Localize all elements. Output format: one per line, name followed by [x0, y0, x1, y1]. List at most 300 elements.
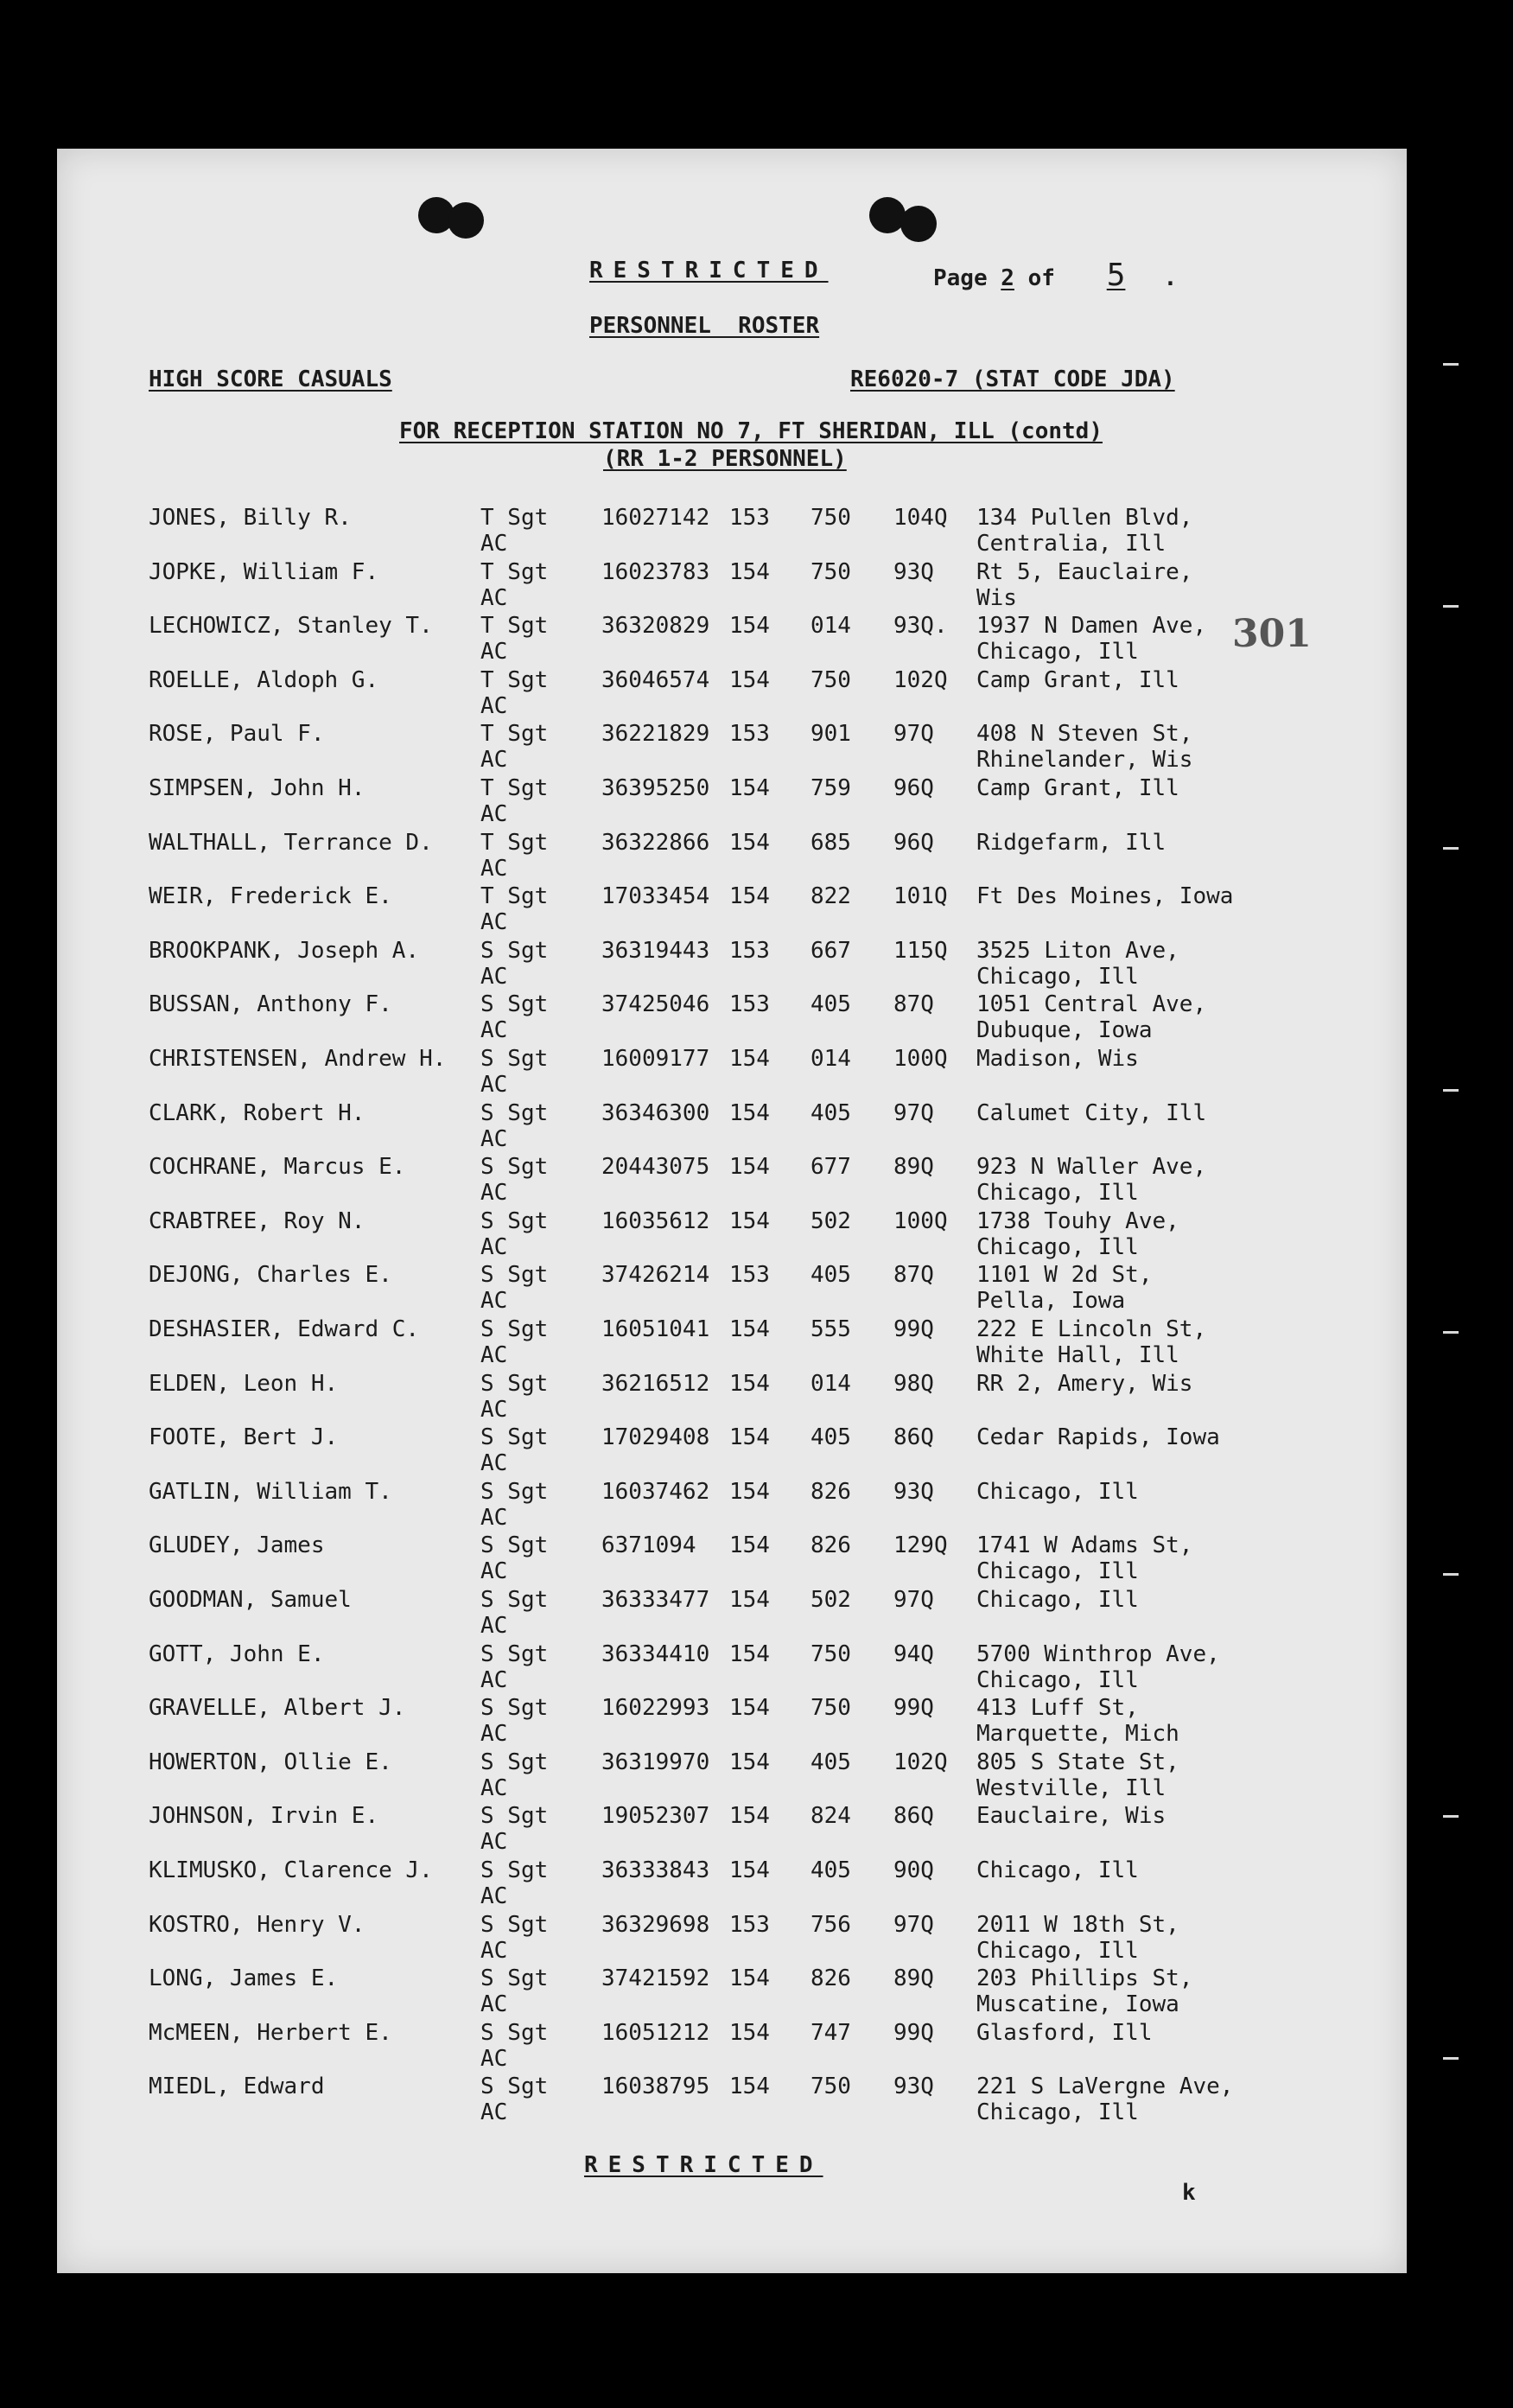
member-name: LONG, James E.: [149, 1965, 339, 1991]
rank: S Sgt: [480, 1046, 549, 1072]
code-2: 014: [811, 613, 851, 639]
address-line-1: 923 N Waller Ave,: [976, 1154, 1207, 1180]
restricted-header: RESTRICTED: [589, 258, 829, 283]
score: 104Q: [893, 505, 948, 531]
address-line-1: 1741 W Adams St,: [976, 1532, 1193, 1558]
rank: S Sgt: [480, 1641, 549, 1667]
rank: S Sgt: [480, 1965, 549, 1991]
film-edge-mark: [1443, 847, 1459, 850]
rank: T Sgt: [480, 559, 549, 585]
address-line-1: 805 S State St,: [976, 1749, 1179, 1775]
rank: S Sgt: [480, 1912, 549, 1938]
arm-of-service: AC: [480, 1505, 508, 1531]
address-line-1: 1738 Touhy Ave,: [976, 1208, 1179, 1234]
address-line-1: Camp Grant, Ill: [976, 775, 1179, 801]
address-line-1: 2011 W 18th St,: [976, 1912, 1179, 1938]
code-2: 405: [811, 1857, 851, 1883]
table-row: [57, 991, 1407, 1045]
rank: S Sgt: [480, 1100, 549, 1126]
address-line-2: Chicago, Ill: [976, 964, 1139, 990]
punch-hole: [448, 202, 484, 239]
table-row: [57, 1912, 1407, 1965]
code-1: 154: [729, 1154, 770, 1180]
rank: S Sgt: [480, 1208, 549, 1234]
code-1: 154: [729, 1532, 770, 1558]
member-name: FOOTE, Bert J.: [149, 1424, 339, 1450]
address-line-2: Dubuque, Iowa: [976, 1017, 1153, 1043]
serial-number: 36221829: [601, 721, 710, 747]
rank: S Sgt: [480, 938, 549, 964]
score: 90Q: [893, 1857, 934, 1883]
stat-code: RE6020-7 (STAT CODE JDA): [850, 366, 1175, 392]
serial-number: 36319443: [601, 938, 710, 964]
member-name: LECHOWICZ, Stanley T.: [149, 613, 433, 639]
address-line-1: Eauclaire, Wis: [976, 1803, 1167, 1829]
member-name: GATLIN, William T.: [149, 1479, 392, 1505]
serial-number: 36346300: [601, 1100, 710, 1126]
code-2: 667: [811, 938, 851, 964]
address-line-1: 5700 Winthrop Ave,: [976, 1641, 1220, 1667]
arm-of-service: AC: [480, 1072, 508, 1098]
address-line-1: 203 Phillips St,: [976, 1965, 1193, 1991]
page-indicator: Page 2 of 5 .: [933, 258, 1178, 293]
rank: S Sgt: [480, 1479, 549, 1505]
arm-of-service: AC: [480, 747, 508, 773]
rank: T Sgt: [480, 721, 549, 747]
member-name: ROSE, Paul F.: [149, 721, 325, 747]
code-1: 154: [729, 613, 770, 639]
score: 98Q: [893, 1371, 934, 1397]
address-line-2: Chicago, Ill: [976, 1234, 1139, 1260]
serial-number: 20443075: [601, 1154, 710, 1180]
serial-number: 16035612: [601, 1208, 710, 1234]
arm-of-service: AC: [480, 1450, 508, 1476]
arm-of-service: AC: [480, 1883, 508, 1909]
score: 100Q: [893, 1046, 948, 1072]
address-line-1: Chicago, Ill: [976, 1479, 1139, 1505]
score: 93Q: [893, 1479, 934, 1505]
score: 93Q: [893, 559, 934, 585]
rank: S Sgt: [480, 1371, 549, 1397]
member-name: GLUDEY, James: [149, 1532, 325, 1558]
address-line-2: Chicago, Ill: [976, 1180, 1139, 1206]
table-row: [57, 667, 1407, 721]
arm-of-service: AC: [480, 1180, 508, 1206]
serial-number: 36046574: [601, 667, 710, 693]
rank: S Sgt: [480, 2020, 549, 2046]
member-name: MIEDL, Edward: [149, 2074, 325, 2099]
score: 99Q: [893, 1316, 934, 1342]
code-1: 154: [729, 1587, 770, 1613]
rank: S Sgt: [480, 991, 549, 1017]
table-row: [57, 1479, 1407, 1532]
code-1: 154: [729, 883, 770, 909]
code-2: 759: [811, 775, 851, 801]
serial-number: 16009177: [601, 1046, 710, 1072]
address-line-2: Chicago, Ill: [976, 1667, 1139, 1693]
member-name: McMEEN, Herbert E.: [149, 2020, 392, 2046]
table-row: [57, 1424, 1407, 1478]
arm-of-service: AC: [480, 964, 508, 990]
serial-number: 36334410: [601, 1641, 710, 1667]
page-of-label: of: [1027, 265, 1055, 291]
score: 97Q: [893, 1587, 934, 1613]
score: 129Q: [893, 1532, 948, 1558]
rank: S Sgt: [480, 1857, 549, 1883]
address-line-2: Marquette, Mich: [976, 1721, 1179, 1747]
serial-number: 36319970: [601, 1749, 710, 1775]
score: 97Q: [893, 1100, 934, 1126]
address-line-1: Ridgefarm, Ill: [976, 830, 1167, 856]
arm-of-service: AC: [480, 1667, 508, 1693]
member-name: BUSSAN, Anthony F.: [149, 991, 392, 1017]
serial-number: 6371094: [601, 1532, 696, 1558]
arm-of-service: AC: [480, 856, 508, 882]
member-name: GOTT, John E.: [149, 1641, 325, 1667]
code-1: 154: [729, 1208, 770, 1234]
member-name: COCHRANE, Marcus E.: [149, 1154, 406, 1180]
address-line-1: Camp Grant, Ill: [976, 667, 1179, 693]
table-row: [57, 1532, 1407, 1586]
table-row: [57, 1371, 1407, 1424]
code-1: 154: [729, 1857, 770, 1883]
code-1: 154: [729, 559, 770, 585]
rank: S Sgt: [480, 1532, 549, 1558]
address-line-2: Muscatine, Iowa: [976, 1991, 1179, 2017]
serial-number: 16023783: [601, 559, 710, 585]
table-row: [57, 613, 1407, 666]
table-row: [57, 1641, 1407, 1695]
score: 101Q: [893, 883, 948, 909]
address-line-1: 1051 Central Ave,: [976, 991, 1207, 1017]
address-line-1: Ft Des Moines, Iowa: [976, 883, 1234, 909]
film-edge-mark: [1443, 1089, 1459, 1092]
address-line-2: Chicago, Ill: [976, 2099, 1139, 2125]
code-2: 014: [811, 1371, 851, 1397]
table-row: [57, 883, 1407, 937]
score: 97Q: [893, 1912, 934, 1938]
member-name: SIMPSEN, John H.: [149, 775, 366, 801]
code-2: 405: [811, 1749, 851, 1775]
score: 96Q: [893, 830, 934, 856]
serial-number: 37426214: [601, 1262, 710, 1288]
member-name: ELDEN, Leon H.: [149, 1371, 339, 1397]
address-line-1: 222 E Lincoln St,: [976, 1316, 1207, 1342]
arm-of-service: AC: [480, 1126, 508, 1152]
code-1: 154: [729, 2020, 770, 2046]
address-line-2: Wis: [976, 585, 1017, 611]
serial-number: 36322866: [601, 830, 710, 856]
member-name: CHRISTENSEN, Andrew H.: [149, 1046, 447, 1072]
code-1: 154: [729, 1316, 770, 1342]
score: 96Q: [893, 775, 934, 801]
score: 94Q: [893, 1641, 934, 1667]
serial-number: 36216512: [601, 1371, 710, 1397]
code-1: 154: [729, 1695, 770, 1721]
address-line-1: 408 N Steven St,: [976, 721, 1193, 747]
rank: T Sgt: [480, 667, 549, 693]
serial-number: 16038795: [601, 2074, 710, 2099]
serial-number: 17033454: [601, 883, 710, 909]
address-line-1: Chicago, Ill: [976, 1857, 1139, 1883]
code-1: 153: [729, 505, 770, 531]
rank: S Sgt: [480, 1262, 549, 1288]
code-1: 153: [729, 991, 770, 1017]
rank: S Sgt: [480, 1695, 549, 1721]
member-name: KLIMUSKO, Clarence J.: [149, 1857, 433, 1883]
code-2: 824: [811, 1803, 851, 1829]
arm-of-service: AC: [480, 1017, 508, 1043]
rank: S Sgt: [480, 1154, 549, 1180]
member-name: DESHASIER, Edward C.: [149, 1316, 420, 1342]
table-row: [57, 559, 1407, 613]
code-1: 153: [729, 938, 770, 964]
score: 86Q: [893, 1424, 934, 1450]
film-edge-mark: [1443, 1331, 1459, 1334]
rank: S Sgt: [480, 1316, 549, 1342]
serial-number: 36395250: [601, 775, 710, 801]
code-1: 154: [729, 1803, 770, 1829]
address-line-1: 1937 N Damen Ave,: [976, 613, 1207, 639]
code-1: 154: [729, 1641, 770, 1667]
address-line-2: Centralia, Ill: [976, 531, 1167, 557]
arm-of-service: AC: [480, 1613, 508, 1639]
code-2: 685: [811, 830, 851, 856]
page-number: 2: [1001, 265, 1014, 291]
arm-of-service: AC: [480, 2099, 508, 2125]
code-2: 502: [811, 1208, 851, 1234]
film-edge-mark: [1443, 1573, 1459, 1576]
address-line-1: Rt 5, Eauclaire,: [976, 559, 1193, 585]
arm-of-service: AC: [480, 1558, 508, 1584]
code-2: 826: [811, 1479, 851, 1505]
table-row: [57, 2074, 1407, 2127]
margin-stamp-number: 301: [1232, 612, 1312, 656]
member-name: WALTHALL, Terrance D.: [149, 830, 433, 856]
table-row: [57, 1803, 1407, 1857]
member-name: WEIR, Frederick E.: [149, 883, 392, 909]
member-name: BROOKPANK, Joseph A.: [149, 938, 420, 964]
code-1: 154: [729, 775, 770, 801]
code-1: 154: [729, 1749, 770, 1775]
table-row: [57, 775, 1407, 829]
score: 100Q: [893, 1208, 948, 1234]
punch-hole: [900, 206, 937, 242]
serial-number: 36333843: [601, 1857, 710, 1883]
arm-of-service: AC: [480, 1938, 508, 1964]
serial-number: 37421592: [601, 1965, 710, 1991]
score: 89Q: [893, 1154, 934, 1180]
code-2: 405: [811, 991, 851, 1017]
serial-number: 17029408: [601, 1424, 710, 1450]
arm-of-service: AC: [480, 1397, 508, 1423]
rank: S Sgt: [480, 1424, 549, 1450]
table-row: [57, 830, 1407, 883]
address-line-1: 3525 Liton Ave,: [976, 938, 1179, 964]
serial-number: 36333477: [601, 1587, 710, 1613]
address-line-2: Chicago, Ill: [976, 1938, 1139, 1964]
code-2: 502: [811, 1587, 851, 1613]
rank: T Sgt: [480, 505, 549, 531]
member-name: KOSTRO, Henry V.: [149, 1912, 366, 1938]
code-1: 153: [729, 1912, 770, 1938]
rank: T Sgt: [480, 775, 549, 801]
rank: S Sgt: [480, 1749, 549, 1775]
score: 102Q: [893, 1749, 948, 1775]
code-2: 405: [811, 1424, 851, 1450]
group-title: HIGH SCORE CASUALS: [149, 366, 392, 392]
address-line-2: Pella, Iowa: [976, 1288, 1126, 1314]
score: 93Q.: [893, 613, 948, 639]
code-1: 153: [729, 1262, 770, 1288]
code-1: 154: [729, 1479, 770, 1505]
address-line-1: Madison, Wis: [976, 1046, 1139, 1072]
rank: T Sgt: [480, 830, 549, 856]
roster-title: PERSONNEL ROSTER: [589, 313, 820, 339]
film-edge-mark: [1443, 363, 1459, 366]
score: 87Q: [893, 1262, 934, 1288]
arm-of-service: AC: [480, 531, 508, 557]
code-1: 154: [729, 830, 770, 856]
code-1: 154: [729, 667, 770, 693]
clerk-initial: k: [1182, 2180, 1196, 2206]
member-name: JOPKE, William F.: [149, 559, 379, 585]
table-row: [57, 1749, 1407, 1803]
restricted-footer: RESTRICTED: [584, 2152, 823, 2178]
member-name: GRAVELLE, Albert J.: [149, 1695, 406, 1721]
score: 89Q: [893, 1965, 934, 1991]
arm-of-service: AC: [480, 639, 508, 665]
address-line-2: White Hall, Ill: [976, 1342, 1179, 1368]
serial-number: 16051212: [601, 2020, 710, 2046]
rank: S Sgt: [480, 1803, 549, 1829]
table-row: [57, 1100, 1407, 1154]
address-line-1: Chicago, Ill: [976, 1587, 1139, 1613]
table-row: [57, 721, 1407, 774]
score: 87Q: [893, 991, 934, 1017]
code-2: 555: [811, 1316, 851, 1342]
code-2: 756: [811, 1912, 851, 1938]
code-2: 826: [811, 1532, 851, 1558]
score: 86Q: [893, 1803, 934, 1829]
code-2: 750: [811, 667, 851, 693]
code-1: 154: [729, 1046, 770, 1072]
serial-number: 16037462: [601, 1479, 710, 1505]
code-1: 153: [729, 721, 770, 747]
score: 93Q: [893, 2074, 934, 2099]
document-page: [57, 149, 1407, 2273]
member-name: JOHNSON, Irvin E.: [149, 1803, 379, 1829]
table-row: [57, 1857, 1407, 1911]
address-line-1: 413 Luff St,: [976, 1695, 1139, 1721]
member-name: CRABTREE, Roy N.: [149, 1208, 366, 1234]
code-2: 750: [811, 559, 851, 585]
station-title: FOR RECEPTION STATION NO 7, FT SHERIDAN, ILL (contd): [399, 418, 1103, 444]
serial-number: 16022993: [601, 1695, 710, 1721]
address-line-1: 1101 W 2d St,: [976, 1262, 1153, 1288]
member-name: CLARK, Robert H.: [149, 1100, 366, 1126]
score: 115Q: [893, 938, 948, 964]
table-row: [57, 2020, 1407, 2074]
arm-of-service: AC: [480, 909, 508, 935]
code-2: 750: [811, 2074, 851, 2099]
personnel-subtitle: (RR 1-2 PERSONNEL): [603, 446, 847, 472]
code-2: 014: [811, 1046, 851, 1072]
table-row: [57, 1965, 1407, 2019]
rank: T Sgt: [480, 613, 549, 639]
arm-of-service: AC: [480, 1721, 508, 1747]
address-line-1: Glasford, Ill: [976, 2020, 1153, 2046]
rank: S Sgt: [480, 2074, 549, 2099]
address-line-1: Cedar Rapids, Iowa: [976, 1424, 1220, 1450]
serial-number: 16051041: [601, 1316, 710, 1342]
serial-number: 16027142: [601, 505, 710, 531]
serial-number: 36320829: [601, 613, 710, 639]
code-2: 750: [811, 505, 851, 531]
code-2: 405: [811, 1100, 851, 1126]
serial-number: 37425046: [601, 991, 710, 1017]
code-1: 154: [729, 1424, 770, 1450]
score: 102Q: [893, 667, 948, 693]
address-line-1: 221 S LaVergne Ave,: [976, 2074, 1234, 2099]
rank: S Sgt: [480, 1587, 549, 1613]
film-edge-mark: [1443, 605, 1459, 608]
member-name: JONES, Billy R.: [149, 505, 352, 531]
arm-of-service: AC: [480, 1234, 508, 1260]
score: 99Q: [893, 2020, 934, 2046]
member-name: ROELLE, Aldoph G.: [149, 667, 379, 693]
score: 99Q: [893, 1695, 934, 1721]
table-row: [57, 1262, 1407, 1315]
score: 97Q: [893, 721, 934, 747]
code-2: 677: [811, 1154, 851, 1180]
code-1: 154: [729, 1371, 770, 1397]
address-line-2: Chicago, Ill: [976, 1558, 1139, 1584]
code-1: 154: [729, 1100, 770, 1126]
code-2: 826: [811, 1965, 851, 1991]
arm-of-service: AC: [480, 1991, 508, 2017]
code-1: 154: [729, 2074, 770, 2099]
table-row: [57, 1316, 1407, 1370]
arm-of-service: AC: [480, 693, 508, 719]
serial-number: 19052307: [601, 1803, 710, 1829]
arm-of-service: AC: [480, 585, 508, 611]
film-edge-mark: [1443, 2057, 1459, 2060]
code-2: 822: [811, 883, 851, 909]
arm-of-service: AC: [480, 2046, 508, 2072]
member-name: HOWERTON, Ollie E.: [149, 1749, 392, 1775]
table-row: [57, 1046, 1407, 1099]
address-line-1: RR 2, Amery, Wis: [976, 1371, 1193, 1397]
serial-number: 36329698: [601, 1912, 710, 1938]
arm-of-service: AC: [480, 1342, 508, 1368]
table-row: [57, 1208, 1407, 1262]
page-label: Page: [933, 265, 988, 291]
table-row: [57, 505, 1407, 558]
arm-of-service: AC: [480, 1775, 508, 1801]
page-total: 5: [1106, 258, 1126, 293]
table-row: [57, 1587, 1407, 1640]
member-name: DEJONG, Charles E.: [149, 1262, 392, 1288]
code-2: 750: [811, 1695, 851, 1721]
code-2: 750: [811, 1641, 851, 1667]
film-edge-mark: [1443, 1815, 1459, 1818]
code-2: 747: [811, 2020, 851, 2046]
address-line-1: 134 Pullen Blvd,: [976, 505, 1193, 531]
arm-of-service: AC: [480, 1829, 508, 1855]
arm-of-service: AC: [480, 1288, 508, 1314]
address-line-1: Calumet City, Ill: [976, 1100, 1207, 1126]
